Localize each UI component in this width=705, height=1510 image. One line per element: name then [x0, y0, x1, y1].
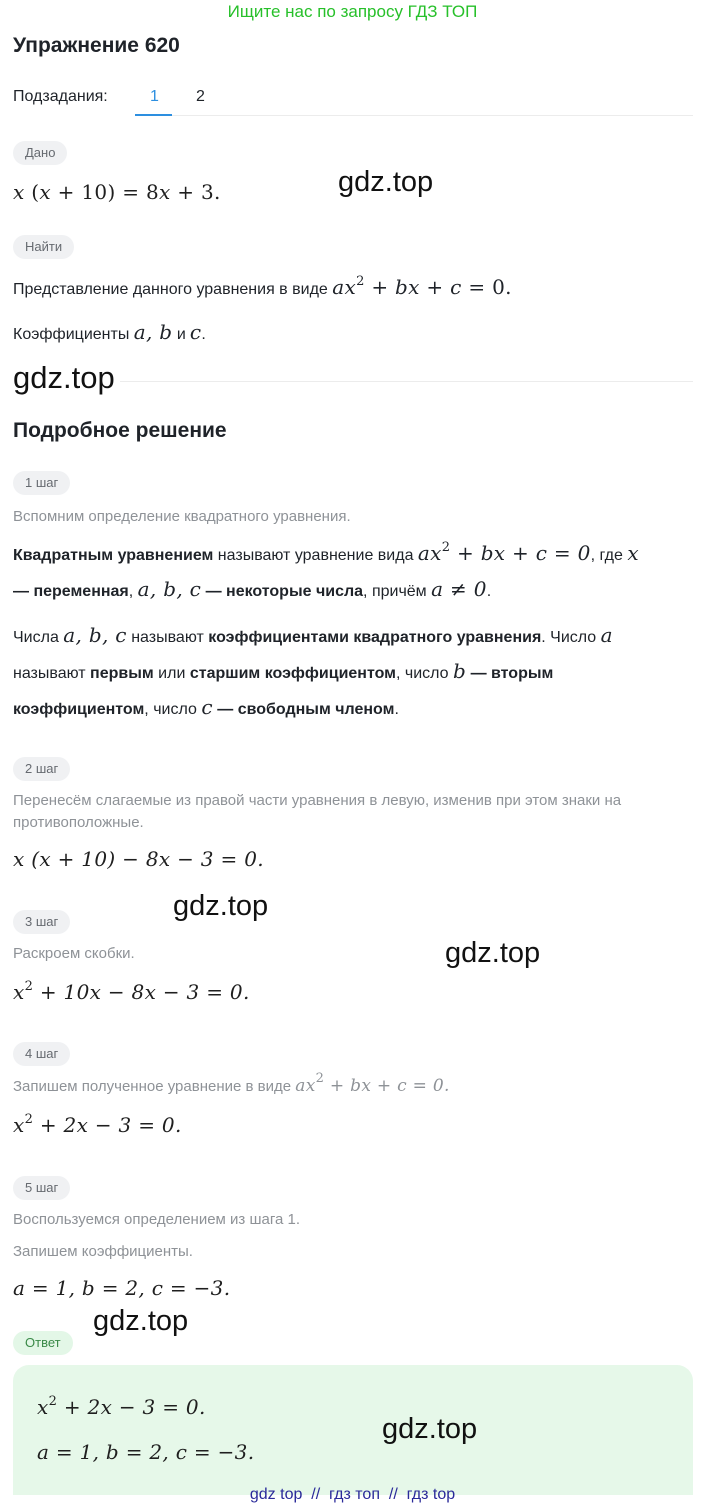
step-5-formula: a = 1, b = 2, c = −3.	[13, 1276, 231, 1300]
tab-subtask-2[interactable]: 2	[196, 88, 205, 105]
answer-box	[13, 1365, 693, 1495]
step-1-coefficients-line-3: коэффициентом, число c — свободным членом.	[13, 695, 399, 719]
watermark: gdz.top	[173, 890, 269, 922]
step-5-hint-line-1: Воспользуемся определением из шага 1.	[13, 1211, 300, 1228]
watermark: gdz.top	[338, 166, 434, 198]
step-3-label: 3 шаг	[13, 910, 70, 934]
step-4-formula: $x^2 + 2x - 3 = 0$.	[13, 1112, 182, 1137]
step-1-definition-line-2: — переменная, a, b, c — некоторые числа, причём a ≠ 0.	[13, 577, 492, 601]
step-5-label: 5 шаг	[13, 1176, 70, 1200]
watermark: gdz.top	[93, 1305, 189, 1337]
section-divider	[120, 381, 693, 382]
search-banner: Ищите нас по запросу ГДЗ ТОП	[227, 2, 478, 21]
step-1-coefficients-line-2: называют первым или старшим коэффициентом, число b — вторым	[13, 659, 554, 683]
step-1-hint: Вспомним определение квадратного уравнения.	[13, 508, 351, 525]
step-1-definition-line-1: Квадратным уравнением называют уравнение вида $ax^2$ + bx + c = 0, где x	[13, 540, 639, 565]
step-3-formula: $x^2 + 10x - 8x - 3 = 0$.	[13, 979, 250, 1004]
footer-links[interactable]: gdz top // гдз топ // гдз top	[249, 1486, 456, 1503]
answer-label: Ответ	[13, 1331, 73, 1355]
watermark: gdz.top	[445, 937, 541, 969]
watermark: gdz.top	[13, 360, 115, 395]
step-3-hint: Раскроем скобки.	[13, 945, 135, 962]
step-5-hint-line-2: Запишем коэффициенты.	[13, 1243, 193, 1260]
subtasks-label: Подзадания:	[13, 88, 108, 105]
step-2-label: 2 шаг	[13, 757, 70, 781]
tabs-divider	[172, 115, 693, 116]
step-2-hint-line-2: противоположные.	[13, 814, 144, 831]
solution-heading: Подробное решение	[13, 419, 227, 442]
answer-equation: $x^2 + 2x - 3 = 0$.	[37, 1394, 206, 1419]
find-label: Найти	[13, 235, 74, 259]
step-1-label: 1 шаг	[13, 471, 70, 495]
step-4-hint: Запишем полученное уравнение в виде $ax^2$ + bx + c = 0.	[13, 1071, 450, 1096]
tab-subtask-1[interactable]: 1	[150, 88, 159, 105]
step-4-label: 4 шаг	[13, 1042, 70, 1066]
watermark: gdz.top	[382, 1413, 478, 1445]
page-title: Упражнение 620	[13, 34, 180, 57]
active-tab-indicator	[135, 114, 172, 116]
step-2-hint-line-1: Перенесём слагаемые из правой части уравнения в левую, изменив при этом знаки на	[13, 792, 622, 809]
given-formula: x (x + 10) = 8x + 3.	[13, 180, 221, 204]
answer-coefficients: a = 1, b = 2, c = −3.	[37, 1440, 255, 1464]
step-2-formula: x (x + 10) − 8x − 3 = 0.	[13, 847, 264, 871]
find-line-1: Представление данного уравнения в виде $ax^2$ + bx + c = 0.	[13, 274, 512, 299]
step-1-coefficients-line-1: Числа a, b, c называют коэффициентами квадратного уравнения. Число a	[13, 623, 613, 647]
given-label: Дано	[13, 141, 67, 165]
find-line-2: Коэффициенты a, b и c.	[13, 320, 206, 344]
